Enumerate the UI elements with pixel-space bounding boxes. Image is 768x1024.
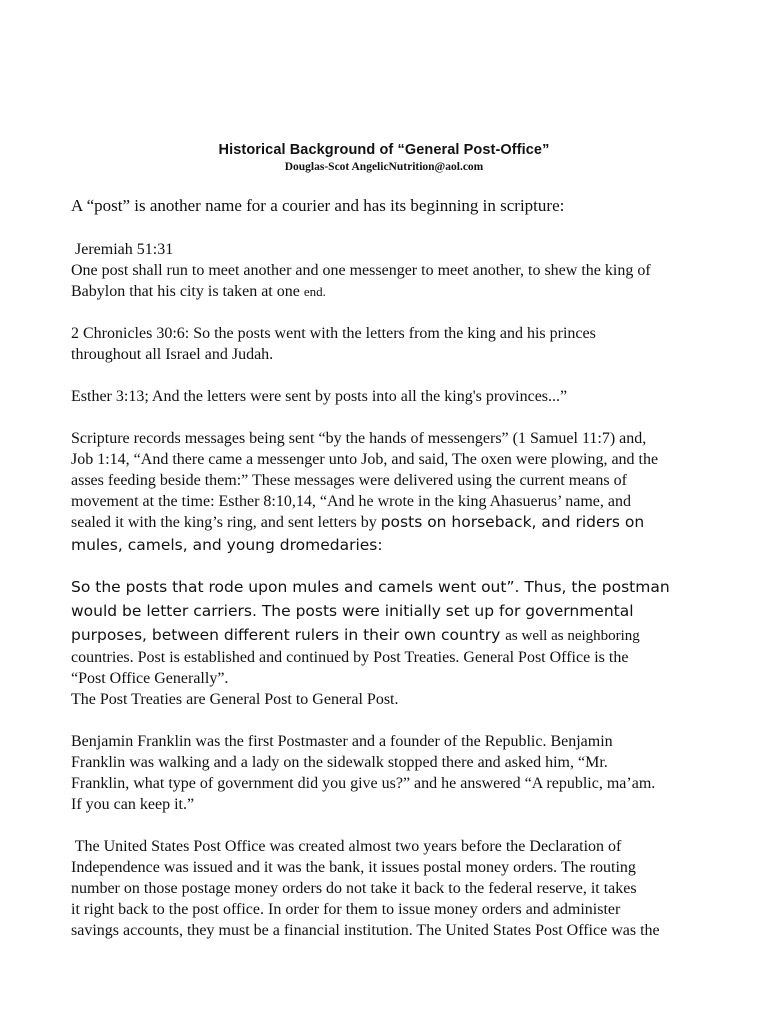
usps-line-4: it right back to the post office. In order for them to issue money orders and administer	[71, 901, 621, 918]
posts-line-5: “Post Office Generally”.	[71, 670, 229, 687]
spacer	[71, 815, 711, 836]
chronicles-line-2: throughout all Israel and Judah.	[71, 346, 274, 363]
franklin-line-1: Benjamin Franklin was the first Postmaster and a founder of the Republic. Benjamin	[71, 733, 613, 750]
spacer	[71, 710, 711, 731]
spacer	[71, 557, 711, 575]
scripture-line-5-sans: posts on horseback, and riders on	[380, 513, 645, 531]
posts-line-3-sans: purposes, between different rulers in their own country	[71, 626, 506, 644]
document-byline: Douglas-Scot AngelicNutrition@aol.com	[284, 161, 484, 173]
scripture-line-6: mules, camels, and young dromedaries:	[71, 536, 383, 554]
chronicles-line-1: 2 Chronicles 30:6: So the posts went with the letters from the king and his princes	[71, 325, 596, 342]
posts-line-6: The Post Treaties are General Post to General Post.	[71, 691, 399, 708]
franklin-line-2: Franklin was walking and a lady on the sidewalk stopped there and asked him, “Mr.	[71, 754, 608, 771]
scripture-line-5	[71, 512, 711, 533]
usps-line-2: Independence was issued and it was the bank, it issues postal money orders. The routing	[71, 859, 636, 876]
spacer	[71, 365, 711, 386]
jeremiah-reference: Jeremiah 51:31	[71, 241, 174, 258]
posts-line-3	[71, 623, 711, 647]
usps-line-1: The United States Post Office was created almost two years before the Declaration of	[71, 838, 622, 855]
spacer	[71, 407, 711, 428]
scripture-line-2: Job 1:14, “And there came a messenger unto Job, and said, The oxen were plowing, and the	[71, 451, 659, 468]
usps-line-5: savings accounts, they must be a financial institution. The United States Post Office was the	[71, 922, 660, 939]
intro-line: A “post” is another name for a courier and has its beginning in scripture:	[71, 196, 565, 215]
jeremiah-line-2-main: Babylon that his city is taken at one	[71, 283, 304, 300]
franklin-line-4: If you can keep it.”	[71, 796, 195, 813]
document-body	[71, 194, 711, 941]
jeremiah-line-1: One post shall run to meet another and one messenger to meet another, to shew the king of	[71, 262, 651, 279]
document-title: Historical Background of “General Post-Office”	[218, 142, 550, 158]
scripture-line-3: asses feeding beside them:” These messages were delivered using the current means of	[71, 472, 627, 489]
scripture-line-4: movement at the time: Esther 8:10,14, “And he wrote in the king Ahasuerus’ name, and	[71, 493, 632, 510]
scripture-line-5-serif: sealed it with the king’s ring, and sent letters by	[71, 514, 381, 531]
posts-line-4: countries. Post is established and continued by Post Treaties. General Post Office is the	[71, 649, 629, 666]
spacer	[71, 302, 711, 323]
jeremiah-line-2-end: end.	[303, 284, 326, 299]
posts-line-3-serif: as well as neighboring	[505, 628, 640, 644]
franklin-line-3: Franklin, what type of government did you give us?” and he answered “A republic, ma’am.	[71, 775, 656, 792]
posts-line-2: would be letter carriers. The posts were initially set up for governmental	[71, 602, 634, 620]
spacer	[71, 218, 711, 239]
posts-line-1: So the posts that rode upon mules and camels went out”. Thus, the postman	[71, 578, 670, 596]
jeremiah-line-2	[71, 281, 711, 302]
esther-line: Esther 3:13; And the letters were sent by posts into all the king's provinces...”	[71, 388, 568, 405]
usps-line-3: number on those postage money orders do not take it back to the federal reserve, it takes	[71, 880, 637, 897]
scripture-line-1: Scripture records messages being sent “by the hands of messengers” (1 Samuel 11:7) and,	[71, 430, 647, 447]
